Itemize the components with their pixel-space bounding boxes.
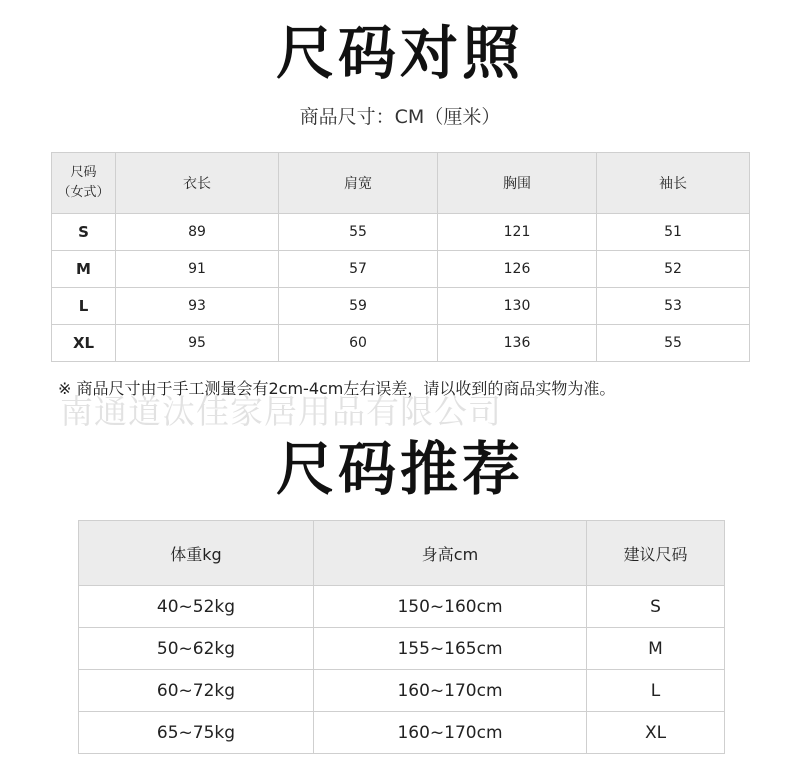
table-row <box>52 251 750 288</box>
table-header-row <box>79 521 725 586</box>
height-cell: 160~170cm <box>314 670 587 712</box>
height-cell: 160~170cm <box>314 712 587 754</box>
column-header-length: 衣长 <box>116 153 279 214</box>
weight-cell: 65~75kg <box>79 712 314 754</box>
size-cell: M <box>52 251 116 288</box>
value-cell: 93 <box>116 288 279 325</box>
value-cell: 95 <box>116 325 279 362</box>
measurement-note: ※ 商品尺寸由于手工测量会有2cm-4cm左右误差，请以收到的商品实物为准。 <box>58 379 616 398</box>
value-cell: 126 <box>438 251 597 288</box>
weight-cell: 60~72kg <box>79 670 314 712</box>
size-cell: XL <box>52 325 116 362</box>
column-header-chest: 胸围 <box>438 153 597 214</box>
height-cell: 155~165cm <box>314 628 587 670</box>
table-row <box>79 670 725 712</box>
table-row <box>52 214 750 251</box>
recommendation-title: 尺码推荐 <box>275 435 524 503</box>
size-cell: S <box>52 214 116 251</box>
value-cell: 52 <box>597 251 750 288</box>
size-cell: L <box>52 288 116 325</box>
table-header-row <box>52 153 750 214</box>
weight-cell: 50~62kg <box>79 628 314 670</box>
value-cell: 57 <box>279 251 438 288</box>
value-cell: 60 <box>279 325 438 362</box>
size-header-sublabel: （女式） <box>57 185 110 200</box>
weight-cell: 40~52kg <box>79 586 314 628</box>
table-row <box>79 712 725 754</box>
value-cell: 55 <box>279 214 438 251</box>
size-header-label: 尺码 <box>70 165 97 180</box>
value-cell: 91 <box>116 251 279 288</box>
size-chart-title: 尺码对照 <box>275 19 524 87</box>
value-cell: 89 <box>116 214 279 251</box>
size-header-cell <box>52 153 116 214</box>
column-header-shoulder: 肩宽 <box>279 153 438 214</box>
unit-subtitle: 商品尺寸：CM（厘米） <box>299 106 501 128</box>
suggested-size-cell: M <box>587 628 725 670</box>
column-header-sleeve: 袖长 <box>597 153 750 214</box>
value-cell: 136 <box>438 325 597 362</box>
value-cell: 59 <box>279 288 438 325</box>
suggested-size-cell: XL <box>587 712 725 754</box>
value-cell: 53 <box>597 288 750 325</box>
recommendation-table <box>78 520 725 754</box>
table-row <box>79 628 725 670</box>
value-cell: 121 <box>438 214 597 251</box>
value-cell: 55 <box>597 325 750 362</box>
company-watermark: 南通道汰佳家居用品有限公司 <box>60 392 502 431</box>
value-cell: 130 <box>438 288 597 325</box>
height-cell: 150~160cm <box>314 586 587 628</box>
table-row <box>79 586 725 628</box>
column-header-suggested-size: 建议尺码 <box>587 521 725 586</box>
column-header-height: 身高cm <box>314 521 587 586</box>
value-cell: 51 <box>597 214 750 251</box>
table-row <box>52 288 750 325</box>
suggested-size-cell: S <box>587 586 725 628</box>
suggested-size-cell: L <box>587 670 725 712</box>
table-row <box>52 325 750 362</box>
column-header-weight: 体重kg <box>79 521 314 586</box>
size-chart-table <box>51 152 750 362</box>
